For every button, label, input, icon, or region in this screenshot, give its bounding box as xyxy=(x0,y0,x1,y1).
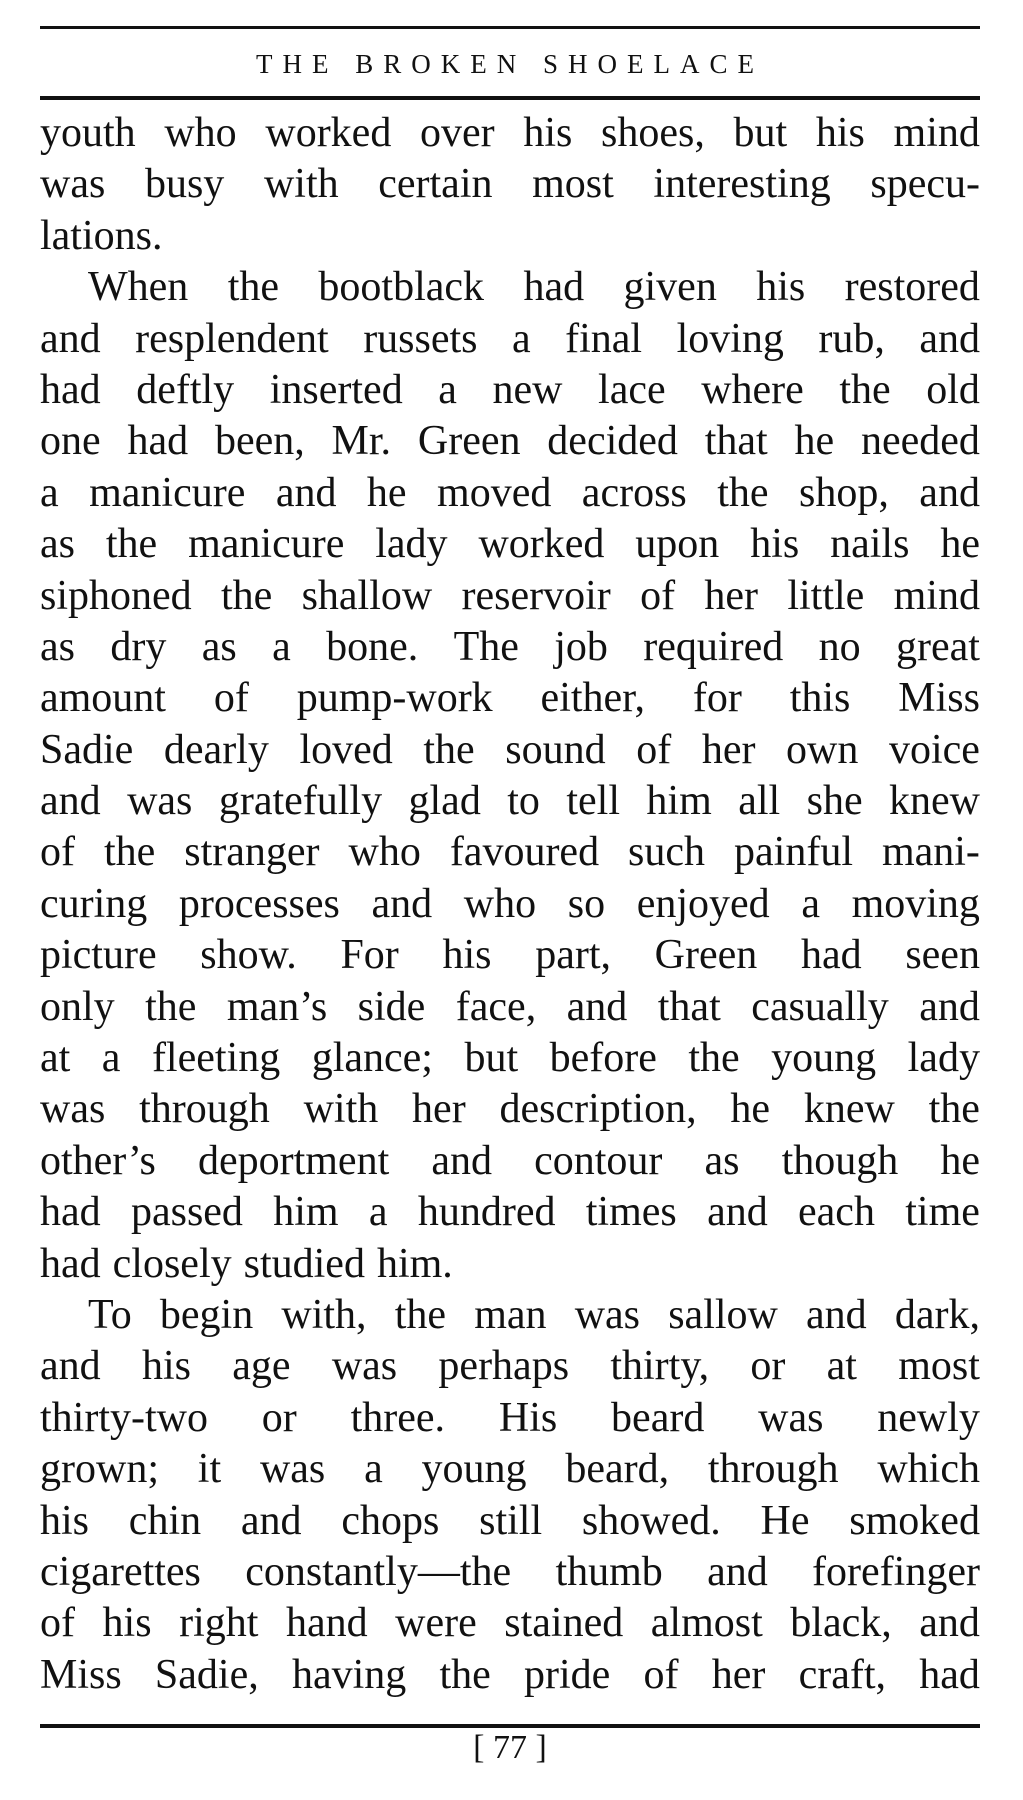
text-line: only the man’s side face, and that casually and xyxy=(40,983,980,1030)
text-line: and was gratefully glad to tell him all she knew xyxy=(40,778,980,825)
body-text xyxy=(40,108,980,1701)
text-line: Miss Sadie, having the pride of her craft, had xyxy=(40,1651,980,1698)
text-line: cigarettes constantly—the thumb and forefinger xyxy=(40,1548,980,1595)
text-line: amount of pump-work either, for this Miss xyxy=(40,675,980,722)
text-line: curing processes and who so enjoyed a moving xyxy=(40,880,980,927)
text-line: of the stranger who favoured such painful mani- xyxy=(40,829,980,876)
text-line: siphoned the shallow reservoir of her little mind xyxy=(40,572,980,619)
text-line: To begin with, the man was sallow and dark, xyxy=(88,1291,980,1338)
text-line: grown; it was a young beard, through which xyxy=(40,1446,980,1493)
text-line: his chin and chops still showed. He smoked xyxy=(40,1497,980,1544)
text-line: as dry as a bone. The job required no great xyxy=(40,623,980,670)
text-line: had closely studied him. xyxy=(40,1240,453,1287)
text-line: was through with her description, he knew the xyxy=(40,1086,980,1133)
text-line: other’s deportment and contour as though he xyxy=(40,1137,980,1184)
text-line: a manicure and he moved across the shop, and xyxy=(40,469,980,516)
text-line: as the manicure lady worked upon his nails he xyxy=(40,521,980,568)
running-head: THE BROKEN SHOELACE xyxy=(256,49,764,79)
page-number: [ 77 ] xyxy=(473,1729,547,1766)
text-line: When the bootblack had given his restored xyxy=(88,264,980,311)
text-line: was busy with certain most interesting specu- xyxy=(40,161,980,208)
text-line: of his right hand were stained almost black, and xyxy=(40,1600,980,1647)
text-line: had passed him a hundred times and each time xyxy=(40,1189,980,1236)
header-rule xyxy=(40,96,980,100)
text-line: had deftly inserted a new lace where the old xyxy=(40,366,980,413)
text-line: and resplendent russets a final loving rub, and xyxy=(40,315,980,362)
text-line: lations. xyxy=(40,212,163,259)
text-line: youth who worked over his shoes, but his mind xyxy=(40,110,980,156)
text-line: Sadie dearly loved the sound of her own voice xyxy=(40,726,980,773)
text-line: picture show. For his part, Green had seen xyxy=(40,932,980,979)
text-line: one had been, Mr. Green decided that he needed xyxy=(40,418,980,465)
text-line: and his age was perhaps thirty, or at most xyxy=(40,1343,980,1390)
top-rule xyxy=(40,26,980,29)
text-line: at a fleeting glance; but before the young lady xyxy=(40,1035,980,1082)
text-line: thirty-two or three. His beard was newly xyxy=(40,1394,980,1441)
book-page xyxy=(40,26,980,1766)
